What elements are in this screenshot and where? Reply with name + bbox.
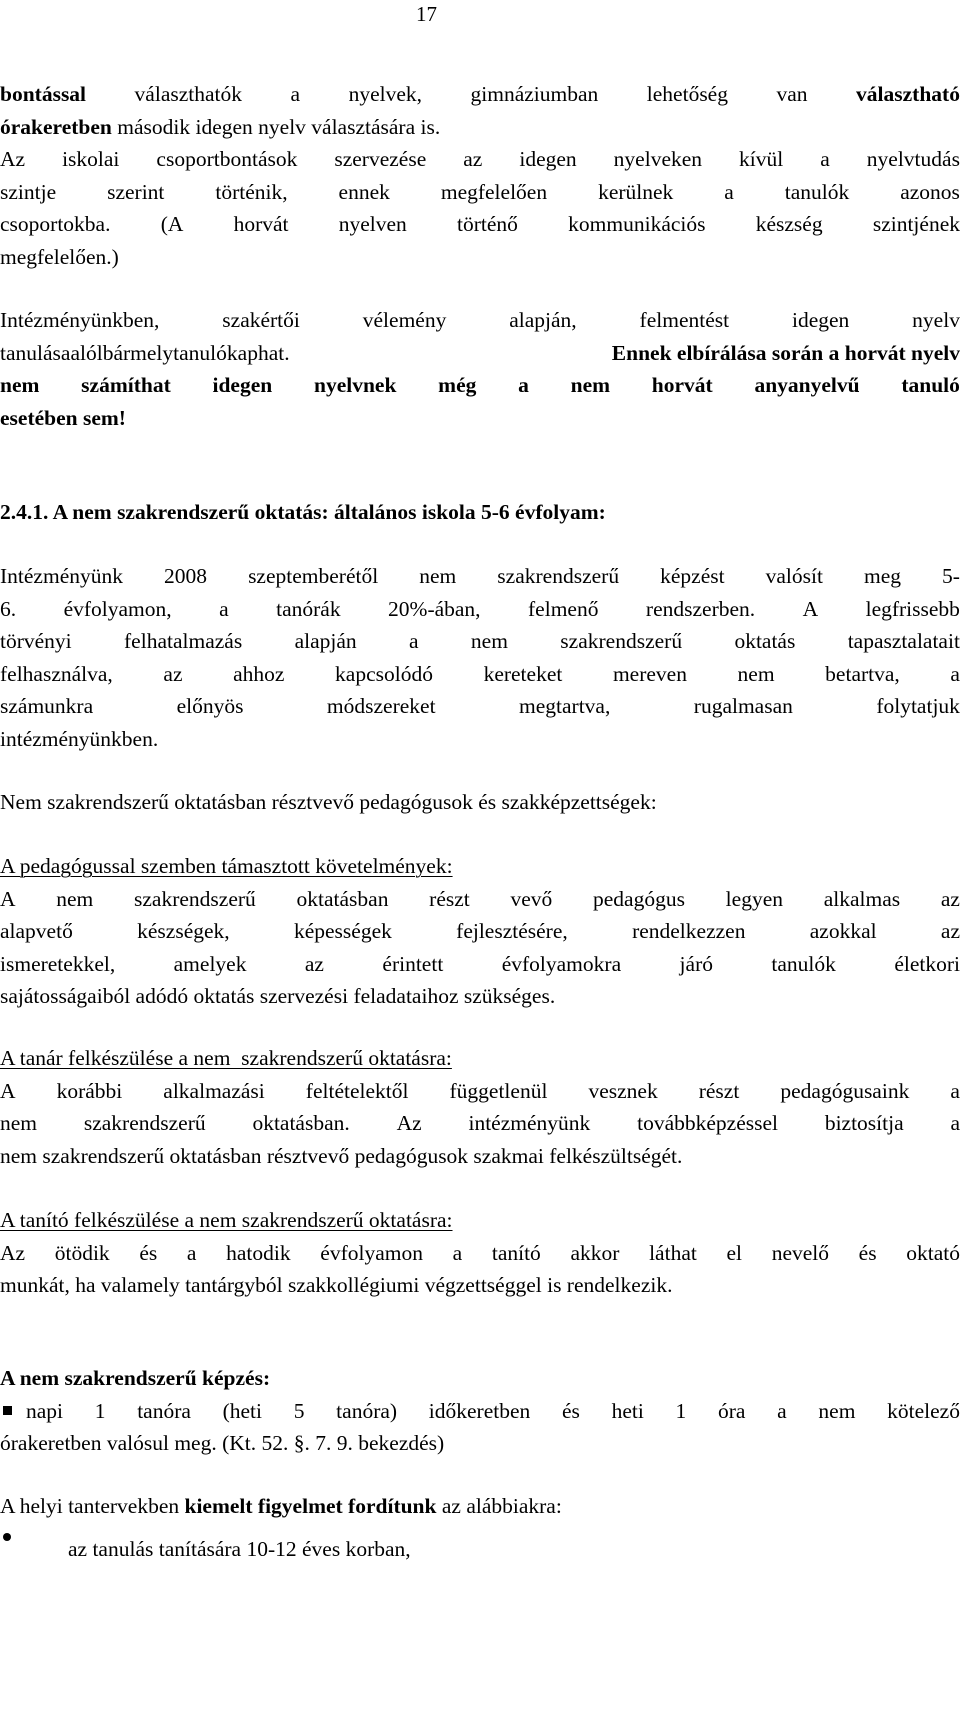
word: 5 bbox=[293, 1398, 305, 1423]
word: azokkal bbox=[809, 919, 877, 943]
word: korábbi bbox=[56, 1078, 123, 1103]
word: felhasználva, bbox=[0, 661, 113, 686]
word: függetlenül bbox=[449, 1078, 548, 1103]
text-line bbox=[0, 690, 960, 723]
word: rendelkezzen bbox=[632, 919, 746, 943]
word: feltételektől bbox=[305, 1078, 409, 1103]
text-line bbox=[0, 948, 960, 981]
word: az bbox=[940, 886, 960, 911]
word: kaphat. bbox=[226, 340, 290, 365]
text-line bbox=[0, 1237, 960, 1270]
word: idegen bbox=[791, 308, 850, 332]
word: (heti bbox=[222, 1398, 263, 1423]
text-line bbox=[0, 176, 960, 209]
primary-teacher-section bbox=[0, 1204, 960, 1302]
word: kötelező bbox=[887, 1398, 960, 1423]
word: tanulók bbox=[771, 951, 836, 976]
word: nem bbox=[818, 1398, 856, 1423]
word: rendszerben. bbox=[645, 596, 756, 621]
word: A bbox=[0, 886, 16, 911]
word: felmenő bbox=[528, 596, 599, 621]
text-segment-bold: Ennek elbírálása során a horvát nyelv bbox=[611, 340, 960, 365]
word: és bbox=[561, 1398, 580, 1423]
word: oktatás bbox=[734, 629, 796, 653]
word: kapcsolódó bbox=[335, 661, 433, 686]
word: el bbox=[726, 1240, 743, 1265]
text-line bbox=[0, 883, 960, 916]
word: nyelvnek bbox=[313, 373, 397, 397]
text-line: esetében sem! bbox=[0, 405, 126, 430]
text-line: órakeretben második idegen nyelv választására is. bbox=[0, 114, 441, 139]
word: járó bbox=[679, 951, 713, 976]
text-line: nem szakrendszerű oktatásban résztvevő pedagógusok szakmai felkészültségét. bbox=[0, 1143, 683, 1168]
word: biztosítja bbox=[824, 1111, 904, 1135]
word: a bbox=[452, 1240, 463, 1265]
word: kommunikációs bbox=[568, 212, 706, 236]
word: alapvető bbox=[0, 919, 73, 943]
paragraph-teachers: Nem szakrendszerű oktatásban résztvevő pedagógusok és szakképzettségek: bbox=[0, 790, 657, 814]
paragraph-exemption bbox=[0, 304, 960, 434]
text-line bbox=[0, 143, 960, 176]
text-line: A helyi tantervekben kiemelt figyelmet fordítunk az alábbiakra: bbox=[0, 1494, 562, 1518]
word: ötödik bbox=[54, 1240, 110, 1265]
word: vélemény bbox=[362, 308, 447, 332]
word: szerint bbox=[107, 179, 165, 204]
word: képzést bbox=[660, 564, 725, 588]
word: 20%-ában, bbox=[388, 596, 481, 621]
word: megtartva, bbox=[519, 694, 611, 718]
word: idegen bbox=[519, 147, 577, 171]
word: A bbox=[0, 1078, 16, 1103]
word: szintje bbox=[0, 179, 57, 204]
word: (A bbox=[160, 212, 184, 236]
square-bullet-icon bbox=[3, 1406, 12, 1415]
word: nem bbox=[0, 373, 40, 397]
word: nem bbox=[419, 564, 457, 588]
word: 6. bbox=[0, 596, 17, 621]
word: részt bbox=[429, 886, 470, 911]
word: hatodik bbox=[226, 1240, 291, 1265]
word: szakrendszerű bbox=[560, 629, 683, 653]
text-line bbox=[0, 1107, 960, 1140]
word: a bbox=[186, 1240, 197, 1265]
text-line bbox=[0, 337, 960, 370]
word: továbbképzéssel bbox=[637, 1111, 778, 1135]
word: kereteket bbox=[483, 661, 563, 686]
word: számunkra bbox=[0, 694, 94, 718]
training-section bbox=[0, 1362, 960, 1460]
word: készségek, bbox=[137, 919, 230, 943]
text-line: megfelelően.) bbox=[0, 244, 119, 269]
word: horvát bbox=[651, 373, 713, 397]
word: és bbox=[139, 1240, 158, 1265]
word: a bbox=[777, 1398, 787, 1423]
word: betartva, bbox=[825, 661, 900, 686]
word: 5- bbox=[942, 564, 960, 588]
word: tanulása bbox=[0, 340, 71, 365]
word: az bbox=[940, 919, 960, 943]
section-heading: 2.4.1. A nem szakrendszerű oktatás: általános iskola 5-6 évfolyam: bbox=[0, 500, 606, 524]
word: és bbox=[858, 1240, 877, 1265]
word: Az bbox=[396, 1111, 422, 1135]
word: 2008 bbox=[164, 564, 208, 588]
word: szeptemberétől bbox=[248, 564, 379, 588]
word: alapján, bbox=[509, 308, 577, 332]
word: nem bbox=[570, 373, 611, 397]
subheading: A tanító felkészülése a nem szakrendszerű oktatásra: bbox=[0, 1208, 453, 1232]
word: évfolyamon bbox=[320, 1240, 423, 1265]
word: törvényi bbox=[0, 629, 72, 653]
word: nyelveken bbox=[613, 147, 703, 171]
text-segment bbox=[0, 337, 290, 370]
word: részt bbox=[698, 1078, 740, 1103]
word: számíthat bbox=[81, 373, 171, 397]
word: napi bbox=[26, 1398, 64, 1423]
text-line: bontással választhatók a nyelvek, gimnáziumban lehetőség van választható bbox=[0, 82, 960, 106]
text-line bbox=[0, 593, 960, 626]
word: alól bbox=[70, 340, 103, 365]
word: heti bbox=[611, 1398, 644, 1423]
word: nevelő bbox=[771, 1240, 829, 1265]
word: alkalmazási bbox=[163, 1078, 265, 1103]
word: tanóra bbox=[137, 1398, 191, 1423]
word: óra bbox=[718, 1398, 746, 1423]
word: valósít bbox=[765, 564, 823, 588]
round-bullet-icon bbox=[3, 1533, 11, 1541]
word: a bbox=[724, 179, 734, 204]
word: a bbox=[950, 1078, 960, 1103]
word: képességek bbox=[293, 919, 392, 943]
paragraph-language-options bbox=[0, 78, 960, 273]
word: időkeretben bbox=[428, 1398, 531, 1423]
text-line bbox=[0, 560, 960, 593]
word: oktatásban bbox=[296, 886, 389, 911]
word: Az bbox=[0, 1240, 26, 1265]
word: történik, bbox=[215, 179, 288, 204]
word: évfolyamokra bbox=[501, 951, 622, 976]
word: évfolyamon, bbox=[63, 596, 172, 621]
word: legfrissebb bbox=[865, 596, 960, 621]
word: tanuló bbox=[173, 340, 227, 365]
bullet-item bbox=[0, 1395, 960, 1428]
word: érintett bbox=[382, 951, 444, 976]
word: a bbox=[219, 596, 229, 621]
word: 1 bbox=[675, 1398, 687, 1423]
word: alapján bbox=[294, 629, 357, 653]
word: még bbox=[438, 373, 477, 397]
word: vevő bbox=[510, 886, 553, 911]
word: a bbox=[409, 629, 419, 653]
word: A bbox=[802, 596, 819, 621]
text-line bbox=[0, 915, 960, 948]
word: nem bbox=[56, 886, 94, 911]
word: oktatásban. bbox=[252, 1111, 350, 1135]
subheading: A pedagógussal szemben támasztott követelmények: bbox=[0, 854, 453, 878]
word: ismeretekkel, bbox=[0, 951, 116, 976]
text-line: sajátosságaiból adódó oktatás szervezési feladataihoz szükséges. bbox=[0, 984, 556, 1008]
word: láthat bbox=[649, 1240, 697, 1265]
word: oktató bbox=[906, 1240, 960, 1265]
word: szakrendszerű bbox=[497, 564, 620, 588]
word: nem bbox=[0, 1111, 38, 1135]
word: vesznek bbox=[588, 1078, 658, 1103]
word: készség bbox=[755, 212, 823, 236]
word: pedagógus bbox=[593, 886, 685, 911]
word: legyen bbox=[725, 886, 783, 911]
word: alkalmas bbox=[823, 886, 901, 911]
word: felhatalmazás bbox=[124, 629, 243, 653]
word: mereven bbox=[612, 661, 687, 686]
word: ahhoz bbox=[233, 661, 285, 686]
word: szakrendszerű bbox=[83, 1111, 206, 1135]
word: nem bbox=[737, 661, 775, 686]
word: horvát bbox=[233, 212, 289, 236]
word: a bbox=[820, 147, 830, 171]
word: tanórák bbox=[276, 596, 341, 621]
word: a bbox=[950, 661, 960, 686]
word: fejlesztésére, bbox=[456, 919, 568, 943]
word: csoportbontások bbox=[156, 147, 298, 171]
word: az bbox=[163, 661, 183, 686]
word: előnyös bbox=[176, 694, 244, 718]
word: kerülnek bbox=[598, 179, 674, 204]
word: azonos bbox=[900, 179, 960, 204]
word: bármely bbox=[102, 340, 174, 365]
word: az bbox=[304, 951, 324, 976]
word: ennek bbox=[338, 179, 390, 204]
word: az bbox=[463, 147, 483, 171]
word: a bbox=[518, 373, 529, 397]
word: anyanyelvű bbox=[754, 373, 860, 397]
word: iskolai bbox=[62, 147, 120, 171]
word: nem bbox=[470, 629, 508, 653]
paragraph-non-specialized-intro bbox=[0, 560, 960, 755]
word: pedagógusaink bbox=[780, 1078, 910, 1103]
word: kívül bbox=[739, 147, 784, 171]
word: tanulók bbox=[784, 179, 850, 204]
word: Az bbox=[0, 147, 26, 171]
text-line bbox=[0, 304, 960, 337]
word: 1 bbox=[94, 1398, 106, 1423]
word: megfelelően bbox=[440, 179, 548, 204]
word: történő bbox=[457, 212, 518, 236]
word: módszereket bbox=[326, 694, 436, 718]
word: nyelven bbox=[338, 212, 407, 236]
text-line: intézményünkben. bbox=[0, 726, 159, 751]
text-line bbox=[0, 369, 960, 402]
word: meg bbox=[863, 564, 902, 588]
teacher-preparation-section bbox=[0, 1042, 960, 1172]
word: Intézményünk bbox=[0, 564, 123, 588]
text-line: munkát, ha valamely tantárgyból szakkollégiumi végzettséggel is rendelkezik. bbox=[0, 1273, 673, 1297]
local-curriculum-section bbox=[0, 1490, 960, 1565]
word: nyelv bbox=[912, 308, 960, 332]
subheading: A tanár felkészülése a nem szakrendszerű oktatásra: bbox=[0, 1046, 452, 1070]
word: szintjének bbox=[872, 212, 960, 236]
text-line bbox=[0, 208, 960, 241]
word: szervezése bbox=[334, 147, 427, 171]
word: a bbox=[950, 1111, 960, 1135]
page-number: 17 bbox=[416, 2, 437, 26]
word: szakértői bbox=[222, 308, 300, 332]
word: folytatjuk bbox=[876, 694, 960, 718]
subheading: A nem szakrendszerű képzés: bbox=[0, 1366, 271, 1390]
text-line bbox=[0, 1075, 960, 1108]
text-line: órakeretben valósul meg. (Kt. 52. §. 7. 9. bekezdés) bbox=[0, 1431, 445, 1455]
bullet-item: az tanulás tanítására 10-12 éves korban, bbox=[0, 1533, 960, 1566]
word: szakrendszerű bbox=[134, 886, 256, 911]
word: felmentést bbox=[639, 308, 730, 332]
text-line bbox=[0, 625, 960, 658]
word: életkori bbox=[894, 951, 960, 976]
requirements-section bbox=[0, 850, 960, 1013]
word: akkor bbox=[570, 1240, 620, 1265]
word: idegen bbox=[212, 373, 273, 397]
word: tanuló bbox=[901, 373, 960, 397]
word: tapasztalatait bbox=[847, 629, 960, 653]
word: nyelvtudás bbox=[866, 147, 960, 171]
word: Intézményünkben, bbox=[0, 308, 160, 332]
word: rugalmasan bbox=[693, 694, 793, 718]
word: tanító bbox=[491, 1240, 541, 1265]
word: tanóra) bbox=[336, 1398, 398, 1423]
text-line bbox=[0, 658, 960, 691]
word: intézményünk bbox=[468, 1111, 591, 1135]
word: csoportokba. bbox=[0, 212, 111, 236]
word: amelyek bbox=[173, 951, 247, 976]
